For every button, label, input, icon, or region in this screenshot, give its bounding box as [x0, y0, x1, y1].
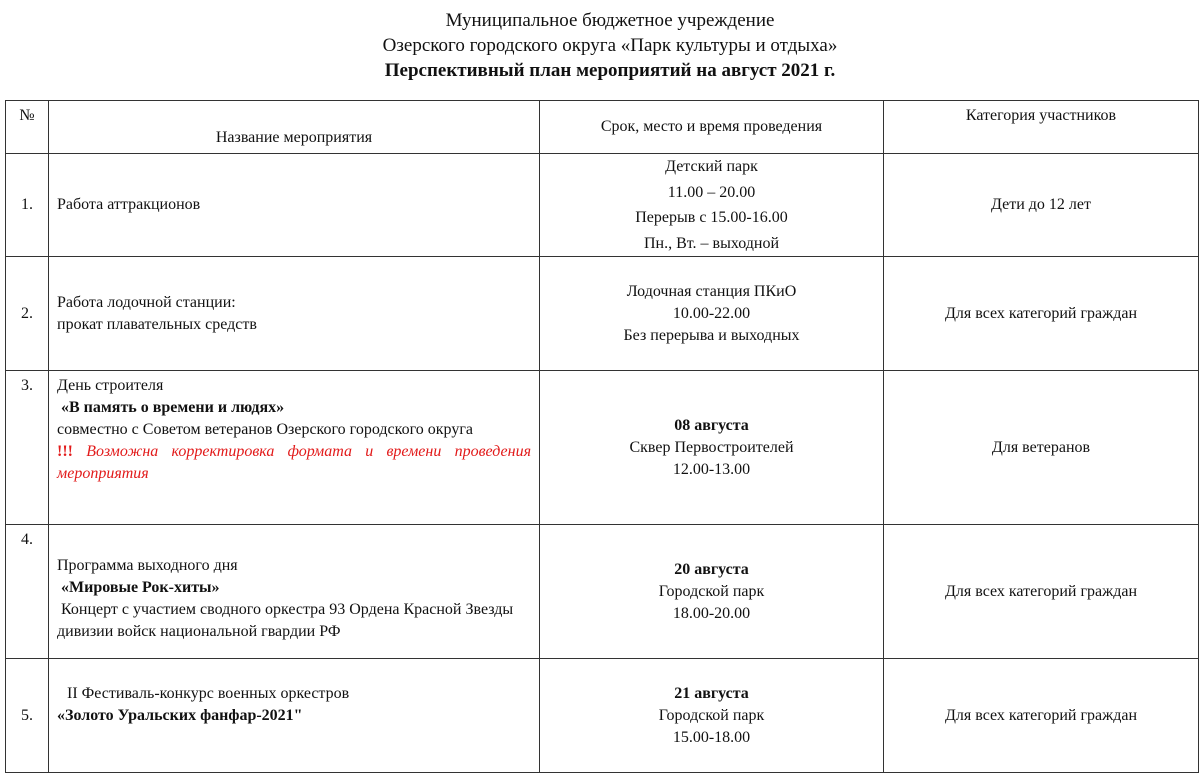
event-title: «Мировые Рок-хиты»: [61, 578, 220, 596]
table-row: [6, 154, 1199, 257]
table-row: [6, 659, 1199, 773]
col-name: Название мероприятия: [49, 101, 540, 154]
event-name: [49, 257, 540, 371]
table-row: [6, 371, 1199, 525]
row-number: 3.: [6, 371, 49, 525]
event-name: [49, 525, 540, 659]
when-line: 10.00-22.00: [672, 304, 751, 322]
row-number: 4.: [6, 525, 49, 659]
event-name: [49, 154, 540, 257]
when-line: Лодочная станция ПКиО: [626, 282, 797, 300]
event-date: 20 августа: [674, 560, 749, 578]
col-category: Категория участников: [884, 101, 1199, 154]
org-line2: Озерского городского округа «Парк культуры и отдыха»: [382, 35, 838, 56]
event-name: [49, 659, 540, 773]
event-name-line: совместно с Советом ветеранов Озерского городского округа: [57, 421, 473, 438]
when-line: Без перерыва и выходных: [623, 326, 800, 344]
row-number: 2.: [6, 257, 49, 371]
event-category: Дети до 12 лет: [884, 154, 1199, 257]
event-when: [540, 371, 884, 525]
document-header: [0, 8, 1200, 83]
row-number: 5.: [6, 659, 49, 773]
event-category: Для всех категорий граждан: [884, 525, 1199, 659]
org-line1: Муниципальное бюджетное учреждение: [445, 10, 775, 31]
note-text: Возможна корректировка формата и времени проведения мероприятия: [57, 443, 532, 482]
event-name-line: Концерт с участием сводного оркестра 93 Ордена Красной Звезды дивизии войск национальной гвардии РФ: [57, 600, 514, 640]
row-number: 1.: [6, 154, 49, 257]
col-number: №: [6, 101, 49, 154]
event-name-line: II Фестиваль-конкурс военных оркестров: [67, 684, 350, 702]
when-line: 12.00-13.00: [672, 460, 751, 478]
event-when: [540, 659, 884, 773]
when-line: 18.00-20.00: [672, 604, 751, 622]
when-line: Сквер Первостроителей: [629, 438, 794, 456]
event-name-line: Работа лодочной станции:: [57, 293, 236, 311]
event-name-line: Программа выходного дня: [57, 556, 238, 574]
event-name-line: прокат плавательных средств: [57, 315, 257, 333]
event-category: Для ветеранов: [884, 371, 1199, 525]
event-name-line: Работа аттракционов: [57, 196, 201, 213]
table-row: [6, 257, 1199, 371]
when-line: Детский парк: [665, 158, 758, 175]
when-line: Пн., Вт. – выходной: [643, 234, 780, 252]
event-category: Для всех категорий граждан: [884, 659, 1199, 773]
event-name-line: День строителя: [57, 377, 164, 394]
event-category: Для всех категорий граждан: [884, 257, 1199, 371]
table-row: [6, 525, 1199, 659]
col-when: Срок, место и время проведения: [540, 101, 884, 154]
when-line: Городской парк: [658, 706, 765, 724]
warning-mark: !!!: [57, 443, 73, 460]
event-date: 21 августа: [674, 684, 749, 702]
event-when: [540, 257, 884, 371]
event-title: «В память о времени и людях»: [61, 399, 285, 416]
event-when: [540, 525, 884, 659]
event-name: [49, 371, 540, 525]
when-line: 11.00 – 20.00: [667, 183, 756, 201]
event-title: «Золото Уральских фанфар-2021": [57, 706, 303, 724]
table-header-row: [6, 101, 1199, 154]
events-table: [5, 100, 1199, 773]
document-title: Перспективный план мероприятий на август 2021 г.: [384, 60, 836, 81]
when-line: Перерыв с 15.00-16.00: [635, 209, 788, 226]
event-date: 08 августа: [674, 416, 749, 434]
event-note: [57, 441, 531, 485]
when-line: Городской парк: [658, 582, 765, 600]
event-when: [540, 154, 884, 257]
when-line: 15.00-18.00: [672, 728, 751, 746]
